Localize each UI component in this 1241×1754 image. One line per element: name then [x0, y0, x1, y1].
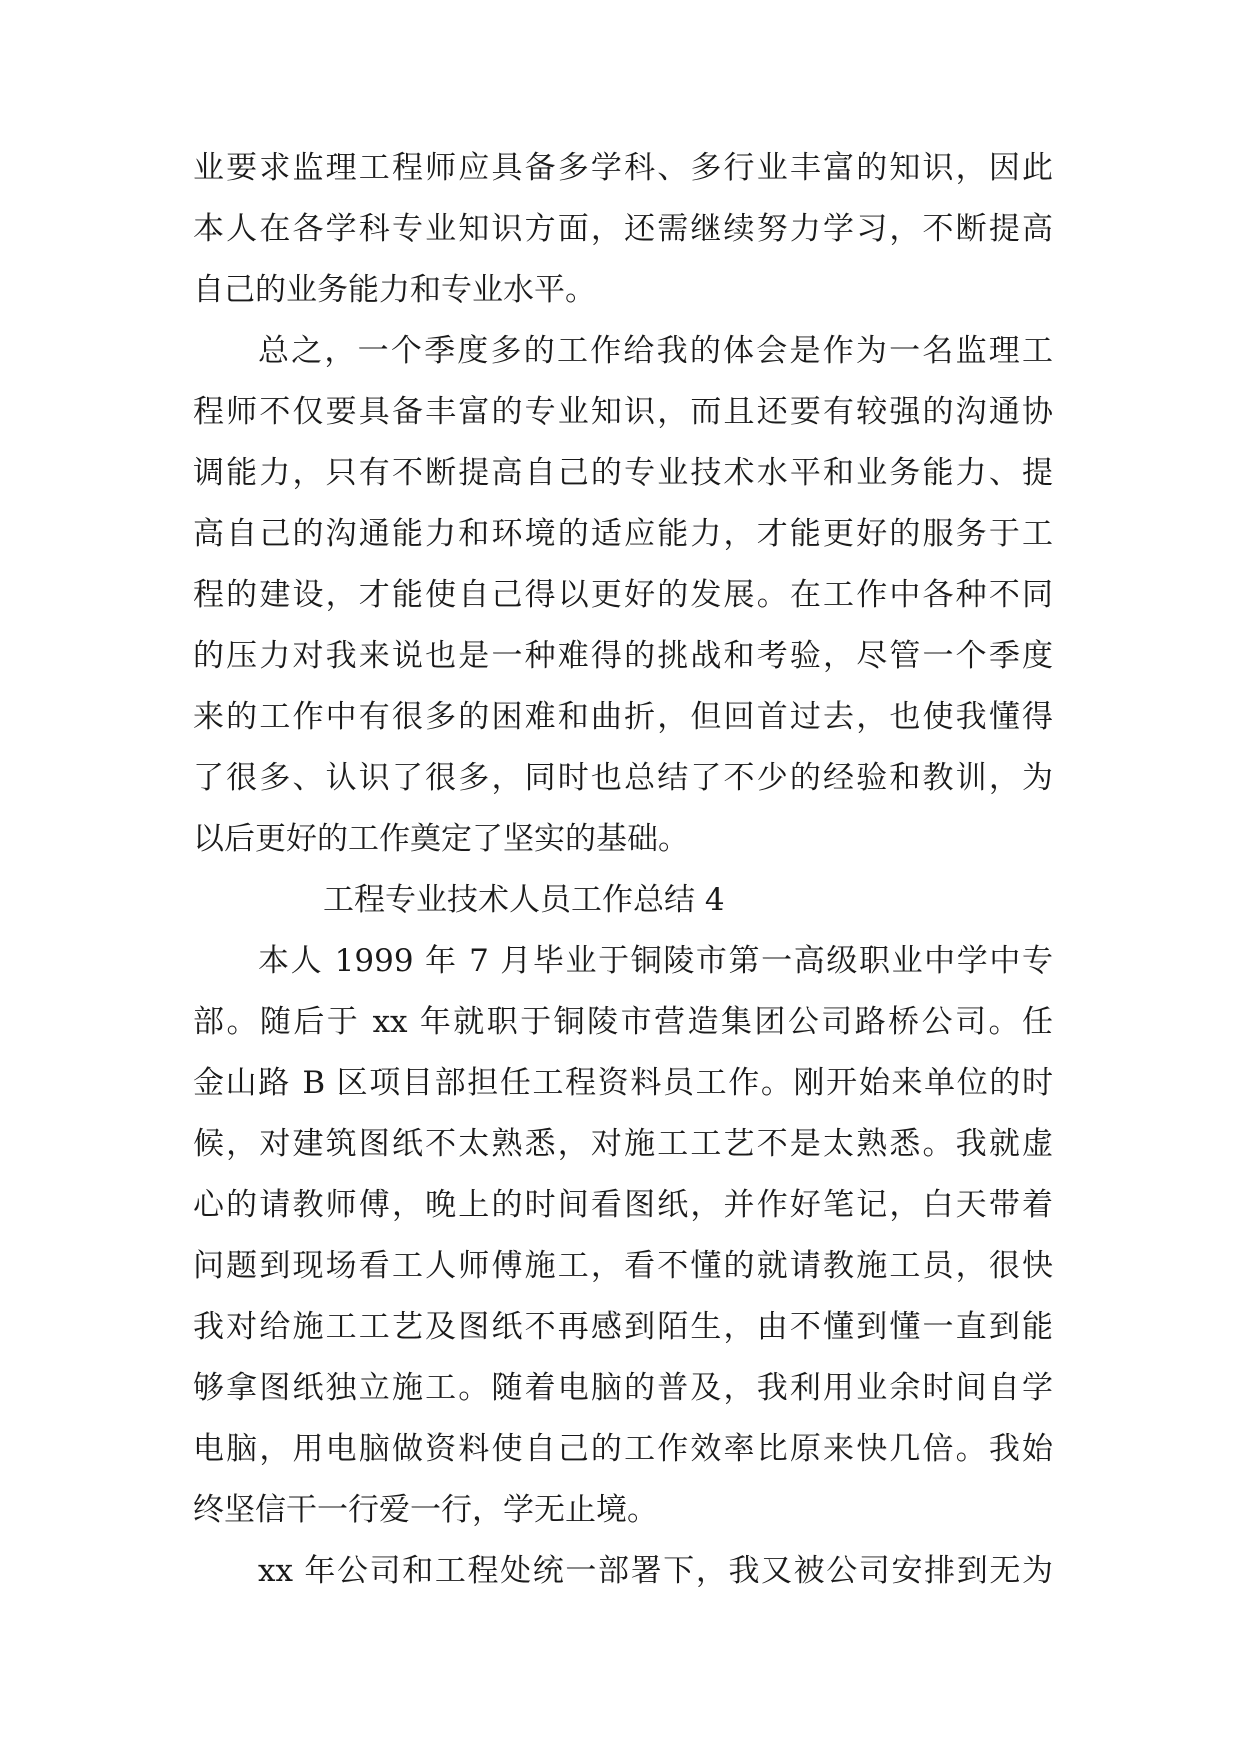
- text-line: 心的请教师傅，晚上的时间看图纸，并作好笔记，白天带着: [193, 1187, 1053, 1223]
- text-line: 够拿图纸独立施工。随着电脑的普及，我利用业余时间自学: [193, 1370, 1053, 1406]
- text-line: 程师不仅要具备丰富的专业知识，而且还要有较强的沟通协: [193, 394, 1053, 430]
- text-line: 终坚信干一行爱一行，学无止境。: [193, 1492, 658, 1528]
- text-line: 电脑，用电脑做资料使自己的工作效率比原来快几倍。我始: [193, 1431, 1053, 1467]
- text-line: 总之，一个季度多的工作给我的体会是作为一名监理工: [258, 333, 1053, 369]
- text-line: 金山路 B 区项目部担任工程资料员工作。刚开始来单位的时: [193, 1065, 1053, 1101]
- text-line: 以后更好的工作奠定了坚实的基础。: [193, 821, 689, 857]
- text-line: 高自己的沟通能力和环境的适应能力，才能更好的服务于工: [193, 516, 1053, 552]
- section-heading: 工程专业技术人员工作总结 4: [323, 882, 725, 918]
- text-line: xx 年公司和工程处统一部署下，我又被公司安排到无为: [258, 1553, 1053, 1589]
- text-line: 自己的业务能力和专业水平。: [193, 272, 596, 308]
- text-line: 部。随后于 xx 年就职于铜陵市营造集团公司路桥公司。任: [193, 1004, 1053, 1040]
- text-line: 问题到现场看工人师傅施工，看不懂的就请教施工员，很快: [193, 1248, 1053, 1284]
- text-line: 的压力对我来说也是一种难得的挑战和考验，尽管一个季度: [193, 638, 1053, 674]
- text-line: 来的工作中有很多的困难和曲折，但回首过去，也使我懂得: [193, 699, 1053, 735]
- text-line: 我对给施工工艺及图纸不再感到陌生，由不懂到懂一直到能: [193, 1309, 1053, 1345]
- text-line: 调能力，只有不断提高自己的专业技术水平和业务能力、提: [193, 455, 1053, 491]
- text-line: 本人 1999 年 7 月毕业于铜陵市第一高级职业中学中专: [258, 943, 1053, 979]
- text-line: 了很多、认识了很多，同时也总结了不少的经验和教训，为: [193, 760, 1053, 796]
- text-line: 本人在各学科专业知识方面，还需继续努力学习，不断提高: [193, 211, 1053, 247]
- text-line: 业要求监理工程师应具备多学科、多行业丰富的知识，因此: [193, 150, 1053, 186]
- text-line: 程的建设，才能使自己得以更好的发展。在工作中各种不同: [193, 577, 1053, 613]
- text-line: 候，对建筑图纸不太熟悉，对施工工艺不是太熟悉。我就虚: [193, 1126, 1053, 1162]
